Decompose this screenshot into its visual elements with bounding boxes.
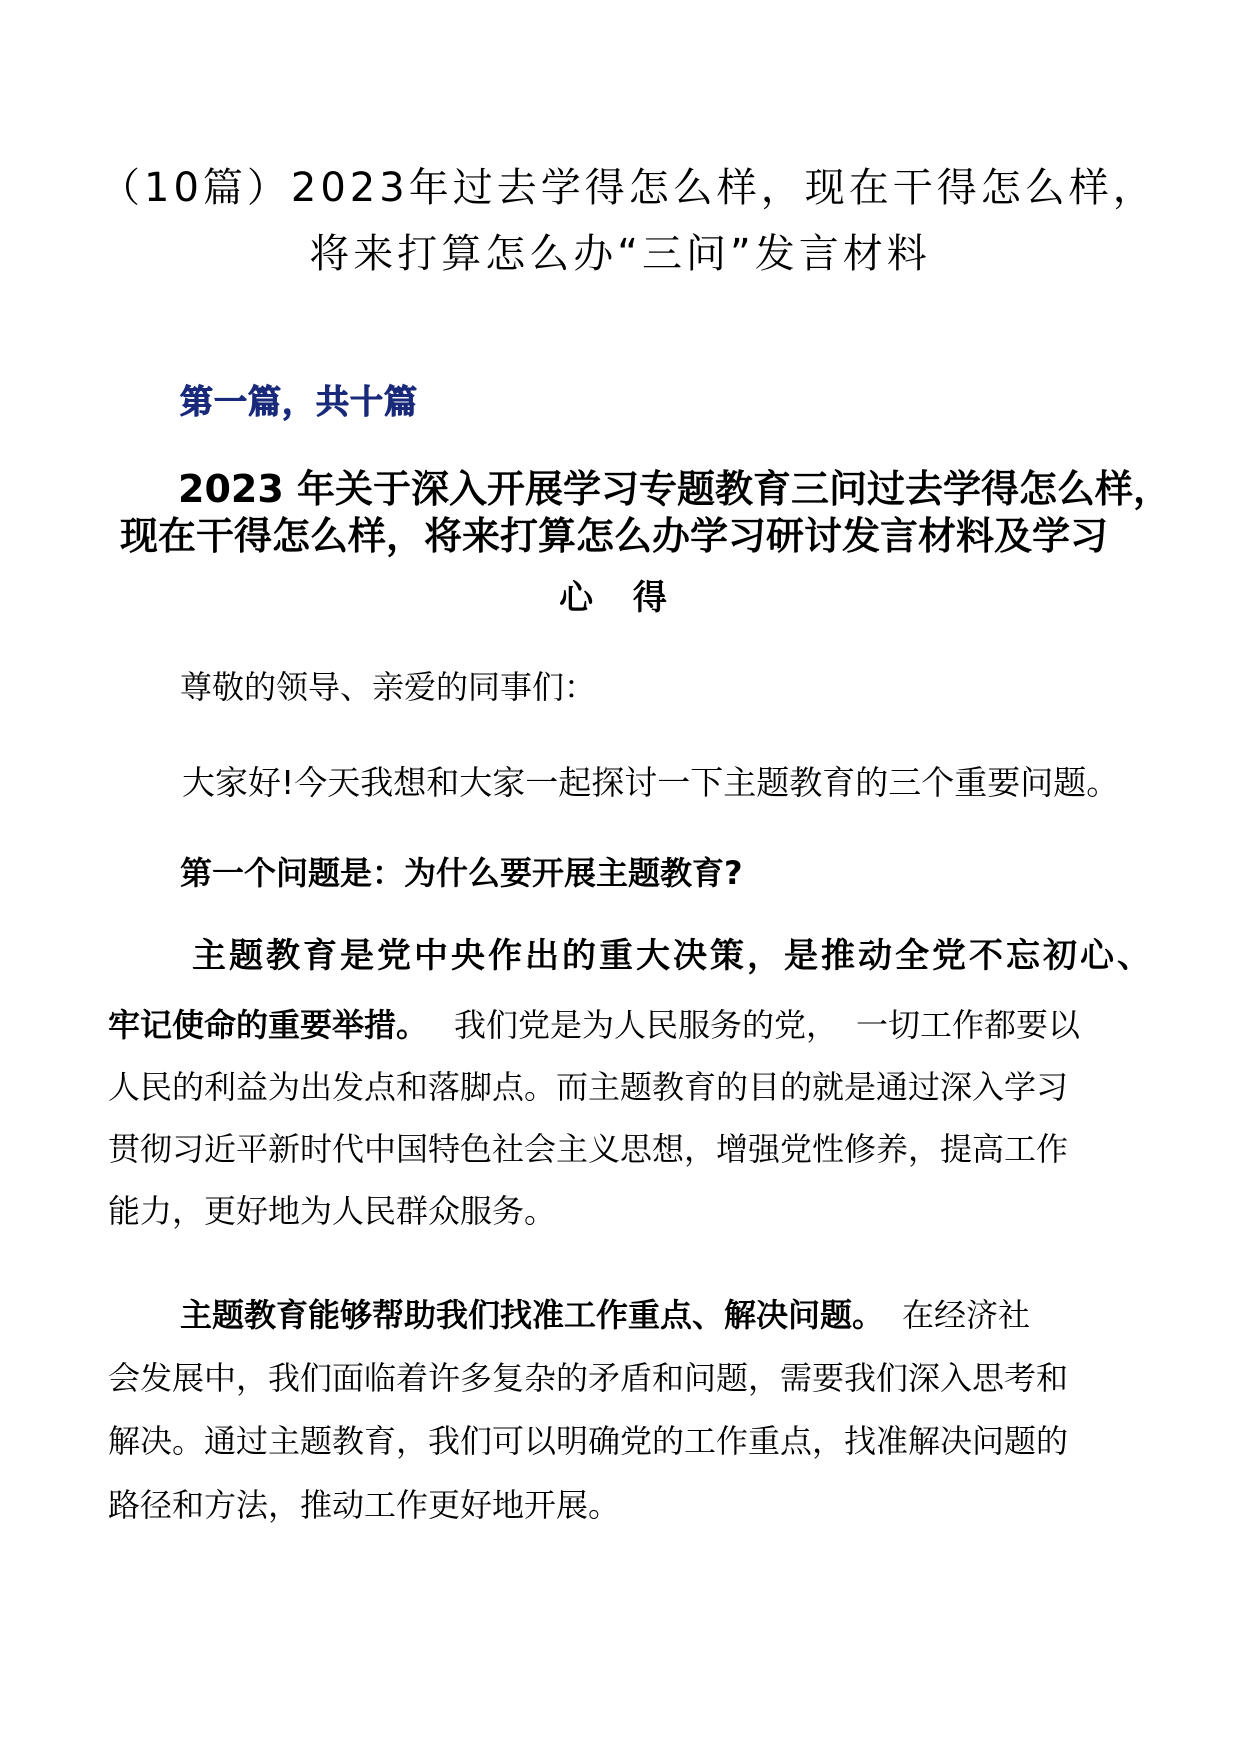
paragraph-2-line-1: [180, 1290, 1030, 1336]
section-mark: 第一篇，共十篇: [180, 382, 418, 421]
paragraph-2-lead: 主题教育能够帮助我们找准工作重点、解决问题。: [180, 1296, 885, 1334]
question-1-heading: 第一个问题是：为什么要开展主题教育?: [180, 854, 743, 892]
article-title-line-2: 现在干得怎么样，将来打算怎么办学习研讨发言材料及学习: [120, 514, 1109, 558]
paragraph-1-line-2-part-a: 我们党是为人民服务的党，: [454, 1006, 839, 1044]
paragraph-2-line-1-rest: 在经济社: [902, 1296, 1031, 1334]
paragraph-1-line-1: 主题教育是党中央作出的重大决策，是推动全党不忘初心、: [192, 936, 1154, 976]
paragraph-1-line-4: 贯彻习近平新时代中国特色社会主义思想，增强党性修养，提高工作: [108, 1130, 1069, 1168]
document-title-line-1: （10篇）2023年过去学得怎么样，现在干得怎么样，: [100, 165, 1157, 211]
document-title-line-2: 将来打算怎么办“三问”发言材料: [309, 231, 931, 277]
paragraph-1-lead: 牢记使命的重要举措。: [108, 1006, 429, 1044]
article-title-line-3: 心 得: [559, 578, 681, 618]
paragraph-1-line-2-part-b: 一切工作都要以: [856, 1006, 1081, 1044]
article-title-line-1: 2023 年关于深入开展学习专题教育三问过去学得怎么样，: [178, 467, 1171, 511]
paragraph-1-line-3: 人民的利益为出发点和落脚点。而主题教育的目的就是通过深入学习: [108, 1068, 1069, 1106]
paragraph-2-line-2: 会发展中，我们面临着许多复杂的矛盾和问题，需要我们深入思考和: [108, 1359, 1069, 1397]
greeting: 尊敬的领导、亲爱的同事们：: [180, 668, 597, 706]
paragraph-2-line-3: 解决。通过主题教育，我们可以明确党的工作重点，找准解决问题的: [108, 1422, 1069, 1460]
paragraph-1-line-2: [108, 1000, 1080, 1046]
intro-paragraph: 大家好!今天我想和大家一起探讨一下主题教育的三个重要问题。: [182, 763, 1120, 802]
paragraph-1-line-5: 能力，更好地为人民群众服务。: [108, 1192, 557, 1230]
paragraph-2-line-4: 路径和方法，推动工作更好地开展。: [108, 1486, 621, 1524]
